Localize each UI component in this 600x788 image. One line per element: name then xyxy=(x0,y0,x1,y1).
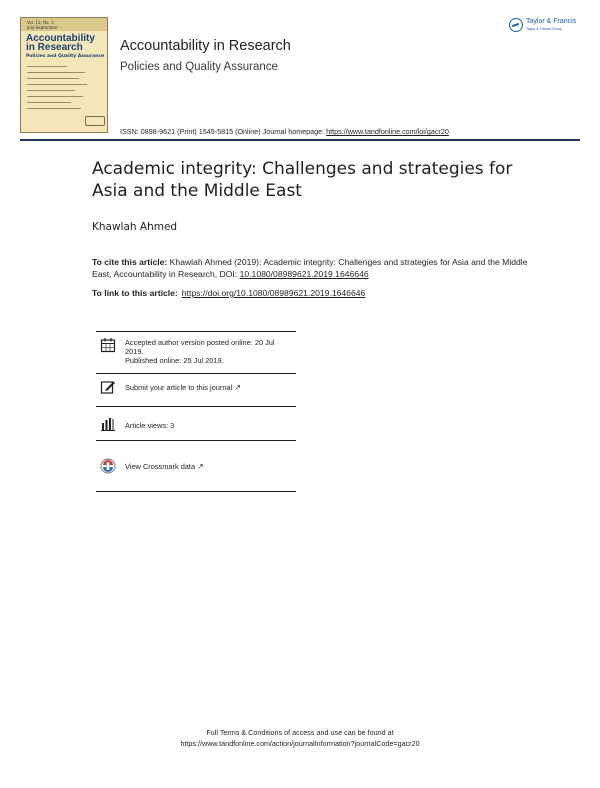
publisher-name: Taylor & Francis xyxy=(526,18,577,25)
cover-text-line xyxy=(27,96,83,97)
bar-chart-icon xyxy=(100,416,116,432)
external-link-icon: ↗ xyxy=(197,462,204,471)
submit-article-link[interactable]: Submit your article to this journal xyxy=(125,383,233,392)
accepted-date: Accepted author version posted online: 20 Jul 2019. xyxy=(125,338,275,356)
cover-text-line xyxy=(27,84,87,85)
cover-title: Accountability in Research xyxy=(26,33,95,53)
cover-publisher-logo xyxy=(85,116,105,126)
info-divider-bottom xyxy=(96,491,296,492)
link-label: To link to this article: xyxy=(92,288,178,298)
cover-text-line xyxy=(27,108,81,109)
citation-text: Khawlah Ahmed (2019): Academic integrity: Challenges and strategies for Asia and the Middle East, Accountability in Research, DOI: xyxy=(92,257,528,279)
cover-volume xyxy=(27,20,58,30)
journal-cover-thumbnail xyxy=(20,17,108,133)
edit-icon xyxy=(100,379,116,395)
publication-dates-text xyxy=(125,338,295,365)
citation-label: To cite this article: xyxy=(92,257,168,267)
crossmark-icon xyxy=(100,458,116,474)
article-author: Khawlah Ahmed xyxy=(92,221,178,233)
citation-block xyxy=(92,256,542,280)
info-divider xyxy=(96,373,296,374)
crossmark-text[interactable] xyxy=(125,462,295,471)
cover-volume-line2: July-September xyxy=(27,25,58,30)
article-views-row xyxy=(96,416,296,434)
journal-subtitle: Policies and Quality Assurance xyxy=(120,61,278,73)
cover-text-line xyxy=(27,78,79,79)
info-divider xyxy=(96,406,296,407)
article-title: Academic integrity: Challenges and strategies for Asia and the Middle East xyxy=(92,159,513,201)
publisher-tagline: Taylor & Francis Group xyxy=(526,27,562,31)
footer-journal-info-url[interactable]: https://www.tandfonline.com/action/journalInformation?journalCode=gacr20 xyxy=(180,739,420,748)
cover-text-line xyxy=(27,90,75,91)
cover-subtitle: Policies and Quality Assurance xyxy=(26,54,105,59)
published-date: Published online: 25 Jul 2019. xyxy=(125,356,224,365)
citation-doi-link[interactable]: 10.1080/08989621.2019.1646646 xyxy=(239,269,369,279)
header-divider xyxy=(20,139,580,141)
publisher-logo[interactable] xyxy=(509,17,584,37)
publisher-logo-icon xyxy=(509,18,523,32)
external-link-icon: ↗ xyxy=(234,383,241,392)
article-doi-url[interactable]: https://doi.org/10.1080/08989621.2019.1646646 xyxy=(181,288,366,298)
publication-dates xyxy=(96,337,296,371)
submit-article-text[interactable] xyxy=(125,383,295,392)
cover-text-line xyxy=(27,102,71,103)
article-views-text: Article views: 3 xyxy=(125,421,175,430)
cover-text-line xyxy=(27,66,67,67)
cover-volume-line1: Vol. 12, No. 3 xyxy=(27,20,54,25)
submit-article-row[interactable] xyxy=(96,379,296,399)
article-link-line xyxy=(92,288,542,298)
footer-terms-line: Full Terms & Conditions of access and use can be found at xyxy=(206,728,394,737)
info-divider xyxy=(96,440,296,441)
journal-title: Accountability in Research xyxy=(120,38,291,54)
calendar-icon xyxy=(100,337,116,353)
crossmark-row[interactable] xyxy=(96,458,296,476)
info-divider-top xyxy=(96,331,296,332)
cover-text-line xyxy=(27,72,85,73)
crossmark-link[interactable]: View Crossmark data xyxy=(125,462,196,471)
journal-homepage-link[interactable]: https://www.tandfonline.com/loi/gacr20 xyxy=(326,127,449,136)
issn-text: ISSN: 0898-9621 (Print) 1545-5815 (Online) Journal homepage: xyxy=(120,127,327,136)
issn-line xyxy=(120,127,449,136)
